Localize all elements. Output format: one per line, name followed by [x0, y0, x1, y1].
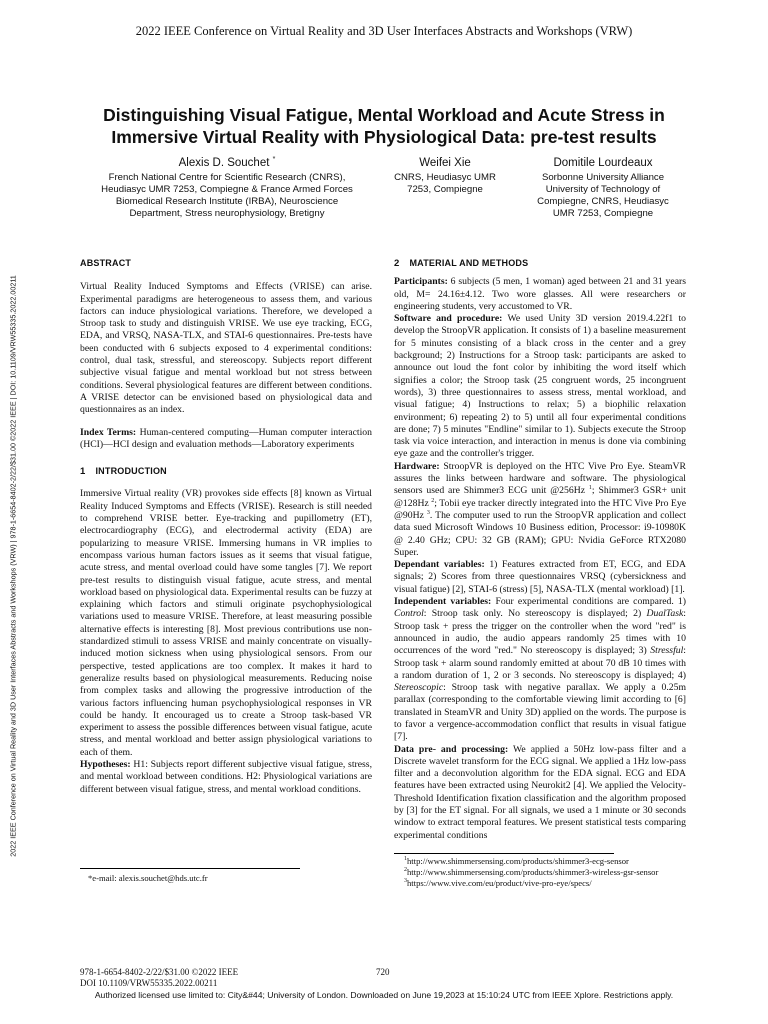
paper-title: [60, 104, 708, 148]
author-affiliation: Sorbonne University Alliance University of Technology of Compiegne, CNRS, Heudiasyc UMR 7253, Compiegne: [537, 172, 669, 219]
url-footnote-item: $^1$http://www.shimmersensing.com/products/shimmer3-ecg-sensor: [404, 856, 629, 866]
hypotheses-text: Hypotheses: H1: Subjects report different subjective visual fatigue, stress, and mental workload between conditions. H2: Physiological variations are different between visual fatigue, stress, and mental workload conditions.: [80, 758, 372, 795]
methods-heading: 2 MATERIAL AND METHODS: [394, 258, 529, 269]
author-name: Weifei Xie: [419, 157, 471, 169]
conference-header: 2022 IEEE Conference on Virtual Reality and 3D User Interfaces Abstracts and Workshops (VRW): [135, 24, 633, 38]
side-citation-text: 2022 IEEE Conference on Virtual Reality and 3D User Interfaces Abstracts and Workshops (VRW) | 978-1-6654-8402-2/22/$31.00 ©2022 IEEE | DOI: 10.1109/VRW55335.2022.00211: [8, 275, 18, 857]
data-processing-paragraph: Data pre- and processing: We applied a 50Hz low-pass filter and a Discrete wavelet transform for the ECG signal. We applied a 1Hz low-pass filter and a deconvolution algorithm for the EDA signal. ECG and EDA features have been extracted using Neurokit2 [4]. We applied the Velocity-Threshold Identification fixation classification and the algorithm proposed by [3] for the ET signal. For all signals, we used a 1 minute or 30 seconds window to extract temporal features. We present statistical tests comparing experimental conditions: [394, 743, 686, 841]
participants-paragraph: Participants: 6 subjects (5 men, 1 woman) aged between 21 and 31 years old, M= 24.16±4.12. Two wore glasses. All were researchers or engineering students, very accustomed to VR.: [394, 276, 686, 312]
introduction-heading: 1 INTRODUCTION: [80, 466, 167, 478]
footer-isbn: 978-1-6654-8402-2/22/$31.00 ©2022 IEEE: [80, 967, 239, 977]
url-footnote-rule: [394, 853, 614, 854]
abstract-text: Virtual Reality Induced Symptoms and Effects (VRISE) can arise. Experimental paradigms are heterogeneous to assess them, and various factors can induce physiological variations. Therefore, we developed a Stroop task to study and distinguish VRISE. We use eye tracking, ECG, EDA, and VRSQ, NASA-TLX, and STAI-6 questionnaires. Pre-tests have been conducted with 6 subjects exposed to 4 experimental conditions: control, dual task, stressful, and stereoscopy. Subjects report different subjective visual fatigue and mental workload but not stress between conditions. Several physiological features are different between conditions. A VRISE detector can be envisioned based on physiological data and questionnaires as an index.: [80, 281, 372, 416]
independent-variables-paragraph: Independent variables: Four experimental conditions are compared. 1) Control: Stroop task only. No stereoscopy is displayed; 2) DualTask: Stroop task + press the trigger on the controller when the word "red" is announced in audio, the audio appears randomly 25 times with 10 occurrences of the word "red." No stereoscopy is displayed; 3) Stressful: Stroop task + alarm sound randomly emitted at about 70 dB 10 times with a random duration of 1, 2 or 3 seconds. No stereoscopy is displayed; 4) Stereoscopic: Stroop task with negative parallax. We apply a 0.25m parallax (corresponding to the comfortable viewing limit according to [6] translated in SteamVR and Unity 3D) applied on the words. The purpose is to favor a vergence-accommodation conflict that results in visual fatigue [7].: [394, 596, 686, 743]
side-citation-strip: [6, 186, 20, 946]
abstract-heading: ABSTRACT: [80, 258, 132, 268]
email-footnote: *e-mail: alexis.souchet@hds.utc.fr: [88, 873, 208, 883]
software-procedure-paragraph: Software and procedure: We used Unity 3D version 2019.4.22f1 to develop the StroopVR application. It consists of 1) a baseline measurement for 5 minutes consisting of a black cross in the center and a grey background; 2) Instructions for a Stroop task: participants are asked to announce out loud the font color by inhibiting the word itself which signifies a color; the Stroop task (25 congruent words, 25 incongruent words), 3) three questionnaires to assess stress, mental workload, and visual fatigue; 4) Instructions to relax; 5) a biophilic relaxation environment; 6) repeating 2) to 5) until all four experimental conditions are done; 7) 5 minutes "Endline" similar to 1). Subjects execute the Stroop task via voice interaction, and interaction in menus is done via combining eye gaze and the controller's trigger.: [394, 313, 687, 460]
footnote-rule: [80, 868, 300, 869]
title-line-1: Distinguishing Visual Fatigue, Mental Workload and Acute Stress in: [103, 105, 665, 125]
right-column: [394, 257, 686, 842]
url-footnote-item: $^2$http://www.shimmersensing.com/products/shimmer3-wireless-gsr-sensor: [404, 867, 659, 877]
dependent-variables-paragraph: Dependant variables: 1) Features extracted from ET, ECG, and EDA signals; 2) Scores from three questionnaires VRSQ (cybersickness and visual fatigue) [2], STAI-6 (stress) [5], NASA-TLX (mental workload) [1].: [394, 559, 686, 595]
left-column: [80, 257, 372, 796]
license-notice: Authorized licensed use limited to: City&#44; University of London. Downloaded on June 19,2023 at 15:10:24 UTC from IEEE Xplore. Restrictions apply.: [94, 990, 674, 1000]
author-name: Alexis D. Souchet *: [178, 156, 276, 169]
title-line-2: Immersive Virtual Reality with Physiological Data: pre-test results: [111, 127, 657, 147]
url-footnote-item: $^3$https://www.vive.com/eu/product/vive-pro-eye/specs/: [404, 878, 592, 888]
author-block-xie: [380, 157, 510, 196]
introduction-text: Immersive Virtual reality (VR) provokes side effects [8] known as Virtual Reality Induced Symptoms and Effects (VRISE). Research is still needed to comprehend VRISE better. Eye-tracking and pupillometry (ET), electrocardiography (ECG), and electrodermal activity (EDA) are popularizing to measure VRISE. Immersing humans in VR implies to encompass various human factors issues as it seems that visual fatigue, acute stress, and mental overload could have some tangles [7]. We report pre-test results to distinguish visual fatigue, acute stress, and mental workload based on physiological data. Experimental results can be fuzzy at explaining which factors and stimuli originate psychophysiological variations used to measure VRISE. Therefore, at least measuring possible alternative effects is interesting [8]. Most previous contributions use non-standardized stimuli to assess VRISE and mainly concentrate on visually-induced motion sickness when using physiological sensors. From our perspective, tested applications are too complex. It makes it hard to generalize results based on physiological measurements. Reducing noise from complex tasks and allowing the progressive introduction of the various factors influencing human psychophysiological responses in VR could be handy. It encouraged us to create a Stroop task-based VR experiment to assess the possible differences between visual fatigue, acute stress, and mental workload and better assign physiological variations to each of them.: [80, 488, 372, 758]
author-block-souchet: [82, 157, 372, 220]
author-affiliation: French National Centre for Scientific Research (CNRS), Heudiasyc UMR 7253, Compiegne & France Armed Forces Biomedical Research Institute (IRBA), Neuroscience Department, Stress neurophysiology, Bretigny: [101, 172, 353, 219]
hardware-paragraph: Hardware: StroopVR is deployed on the HTC Vive Pro Eye. SteamVR assures the links between hardware and software. The physiological sensors used are Shimmer3 ECG unit @256Hz $^1$; Shimmer3 GSR+ unit @128Hz $^2$; Tobii eye tracker directly integrated into the HTC Vive Pro Eye @90Hz $^3$. The computer used to run the StroopVR application and collect data sued Microsoft Windows 10 Business edition, Processor: i9-10980K @ 2.40 GHz; CPU: 32 GB (RAM); GPU: Nvidia GeForce RTX2080 Super.: [394, 460, 687, 558]
index-terms: Index Terms: Human-centered computing—Human computer interaction (HCI)—HCI design and evaluation methods—Laboratory experiments: [80, 426, 372, 450]
author-block-lourdeaux: [520, 157, 686, 220]
author-name: Domitile Lourdeaux: [553, 157, 653, 169]
author-affiliation: CNRS, Heudiasyc UMR 7253, Compiegne: [394, 172, 496, 195]
footer-doi: DOI 10.1109/VRW55335.2022.00211: [80, 978, 218, 988]
page-number: 720: [376, 967, 390, 977]
url-footnotes: [394, 856, 686, 889]
